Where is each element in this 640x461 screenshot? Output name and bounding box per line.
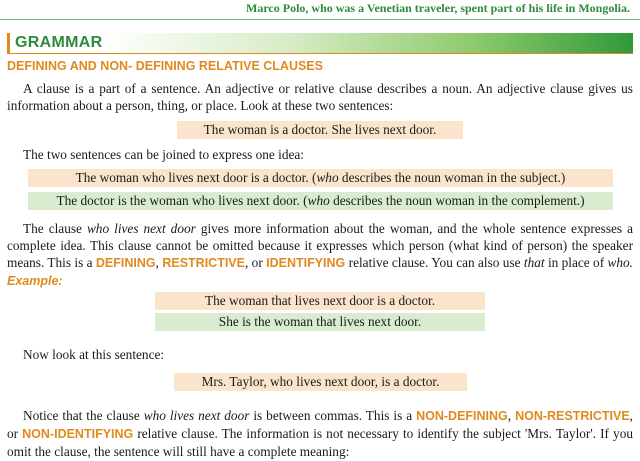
example-box-that-subject: The woman that lives next door is a doctor. [155, 292, 485, 310]
box-subject-italic: who [316, 170, 339, 185]
box-subject-rest: describes the noun woman in the subject.) [338, 170, 566, 185]
def-sep-1: , [155, 255, 163, 270]
nondef-text-1: Notice that the clause [23, 408, 144, 423]
keyword-non-restrictive: NON-RESTRICTIVE [515, 409, 630, 423]
nondef-italic-clause: who lives next door [143, 408, 250, 423]
grammar-underline [7, 53, 633, 54]
example-box-two-sentences: The woman is a doctor. She lives next door. [177, 121, 463, 139]
def-text-2: gives more information about the woman, and the whole sentence expresses a complete idea. This clause cannot be omitted because it expresses which person (what kind of person) the speaker means. This is a [7, 221, 633, 270]
keyword-defining: DEFINING [95, 256, 156, 270]
def-italic-clause: who lives next door [86, 221, 196, 236]
box-subject-text: The woman who lives next door is a doctor. ( [75, 170, 317, 185]
defining-paragraph [7, 220, 633, 290]
def-italic-that: that [523, 255, 545, 270]
nondef-text-2: is between commas. This is a [249, 408, 417, 423]
def-sep-2: , or [244, 255, 267, 270]
intro-paragraph: A clause is a part of a sentence. An adjective or relative clause describes a noun. An adjective clause gives us information about a person, thing, or place. Look at these two sentences: [7, 81, 633, 113]
example-box-that-complement: She is the woman that lives next door. [155, 313, 485, 331]
keyword-identifying: IDENTIFYING [266, 256, 346, 270]
example-label: Example: [7, 274, 63, 288]
keyword-non-identifying: NON-IDENTIFYING [22, 427, 134, 441]
header-divider [0, 19, 640, 20]
box-complement-italic: who [307, 193, 330, 208]
now-look-paragraph: Now look at this sentence: [23, 347, 165, 362]
grammar-banner [7, 33, 633, 53]
nondef-sep-2: , or [7, 408, 633, 441]
def-text-3: relative clause. You can also use [345, 255, 524, 270]
example-box-non-defining: Mrs. Taylor, who lives next door, is a doctor. [174, 373, 467, 391]
def-text-4: in place of [544, 255, 608, 270]
box-complement-text: The doctor is the woman who lives next door. ( [56, 193, 308, 208]
nondef-sep-1: , [507, 408, 516, 423]
grammar-title: GRAMMAR [15, 34, 103, 51]
example-box-complement [28, 192, 613, 210]
example-box-subject [28, 169, 613, 187]
def-italic-who: who. [607, 255, 633, 270]
box-complement-rest: describes the noun woman in the complement.) [329, 193, 585, 208]
def-text-1: The clause [23, 221, 87, 236]
page-caption: Marco Polo, who was a Venetian traveler, spent part of his life in Mongolia. [246, 1, 630, 15]
non-defining-paragraph [7, 407, 633, 460]
keyword-non-defining: NON-DEFINING [416, 409, 508, 423]
join-paragraph: The two sentences can be joined to express one idea: [23, 147, 304, 162]
keyword-restrictive: RESTRICTIVE [162, 256, 245, 270]
section-title: DEFINING AND NON- DEFINING RELATIVE CLAUSES [7, 59, 323, 73]
nondef-text-3: relative clause. The information is not necessary to identify the subject 'Mrs. Taylor'. If you omit the clause, the sentence will still have a complete meaning: [7, 426, 634, 459]
